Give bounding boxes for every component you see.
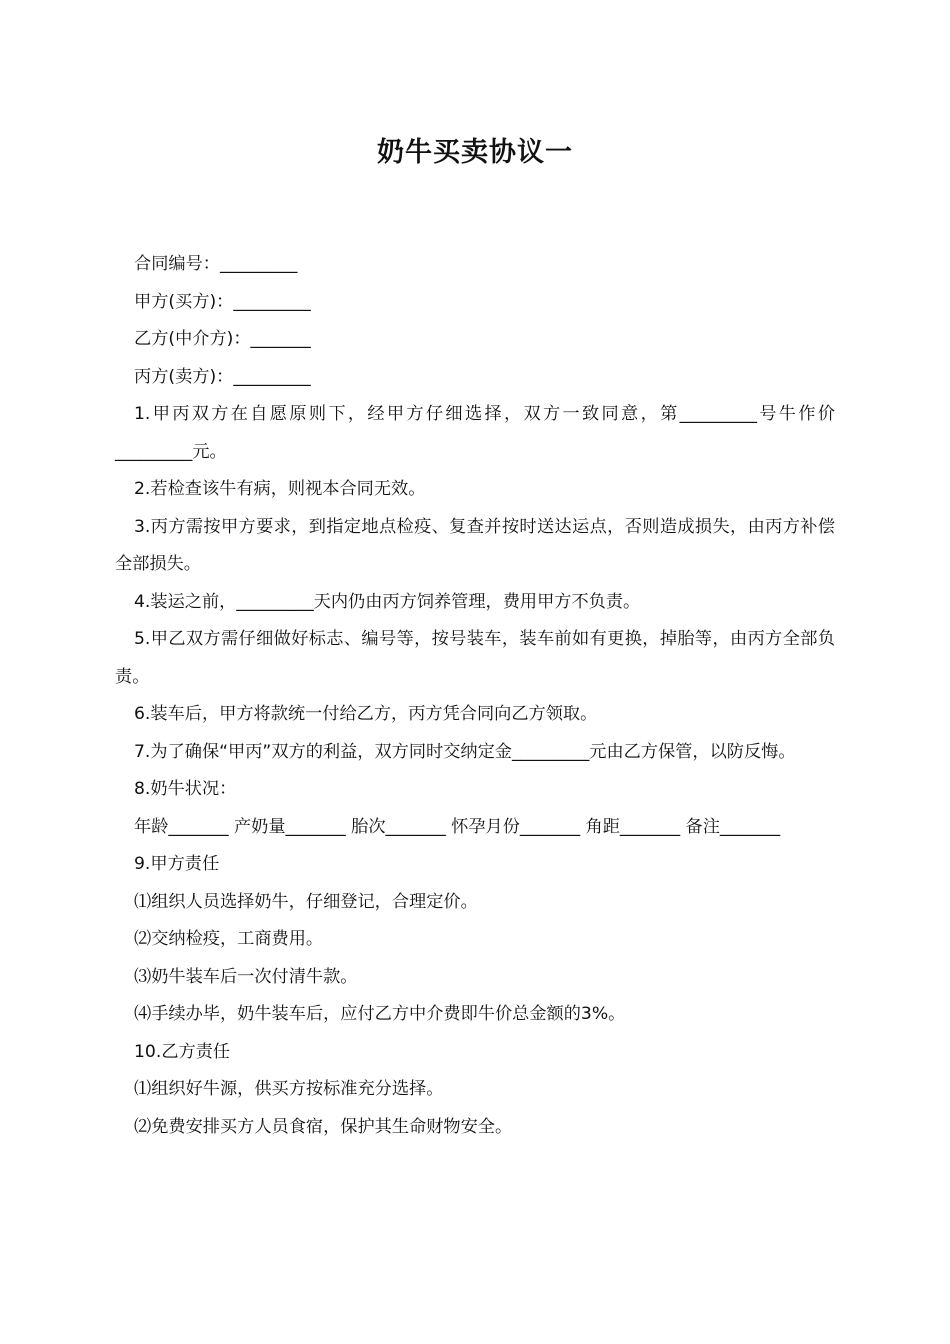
document-title: 奶牛买卖协议一 bbox=[377, 137, 573, 168]
party-c-line: 丙方(卖方)：_________ bbox=[134, 366, 311, 387]
clause-9-item-2: ⑵交纳检疫，工商费用。 bbox=[134, 929, 324, 949]
clause-6: 6.装车后，甲方将款统一付给乙方，丙方凭合同向乙方领取。 bbox=[134, 704, 598, 724]
cow-status-fields: 年龄_______ 产奶量_______ 胎次_______ 怀孕月份_______ 角距_______ 备注_______ bbox=[134, 816, 781, 837]
contract-number-line: 合同编号：_________ bbox=[134, 254, 298, 274]
clause-4: 4.装运之前，_________天内仍由丙方饲养管理，费用甲方不负责。 bbox=[134, 591, 641, 612]
party-b-line: 乙方(中介方)：_______ bbox=[134, 329, 311, 349]
clause-9-item-4: ⑷手续办毕，奶牛装车后，应付乙方中介费即牛价总金额的3%。 bbox=[134, 1004, 626, 1024]
clause-8-heading: 8.奶牛状况： bbox=[134, 779, 237, 799]
clause-5: 5.甲乙双方需仔细做好标志、编号等，按号装车，装车前如有更换，掉胎等，由丙方全部负责。 bbox=[115, 629, 835, 687]
clause-1: 1.甲丙双方在自愿原则下，经甲方仔细选择，双方一致同意，第_________号牛作价_________元。 bbox=[115, 404, 835, 462]
clause-9-item-1: ⑴组织人员选择奶牛，仔细登记，合理定价。 bbox=[134, 891, 478, 912]
clause-10-heading: 10.乙方责任 bbox=[134, 1041, 231, 1062]
clause-9-item-3: ⑶奶牛装车后一次付清牛款。 bbox=[134, 966, 358, 987]
clause-3: 3.丙方需按甲方要求，到指定地点检疫、复查并按时送达运点，否则造成损失，由丙方补偿全部损失。 bbox=[115, 516, 835, 574]
clause-10-item-1: ⑴组织好牛源，供买方按标准充分选择。 bbox=[134, 1079, 444, 1099]
clause-2: 2.若检查该牛有病，则视本合同无效。 bbox=[134, 479, 426, 499]
document-body bbox=[115, 246, 835, 1146]
clause-7: 7.为了确保“甲丙”双方的利益，双方同时交纳定金_________元由乙方保管，以防反悔。 bbox=[134, 741, 796, 762]
clause-9-heading: 9.甲方责任 bbox=[134, 854, 220, 874]
party-a-line: 甲方(买方)：_________ bbox=[134, 291, 311, 312]
clause-10-item-2: ⑵免费安排买方人员食宿，保护其生命财物安全。 bbox=[134, 1116, 513, 1137]
